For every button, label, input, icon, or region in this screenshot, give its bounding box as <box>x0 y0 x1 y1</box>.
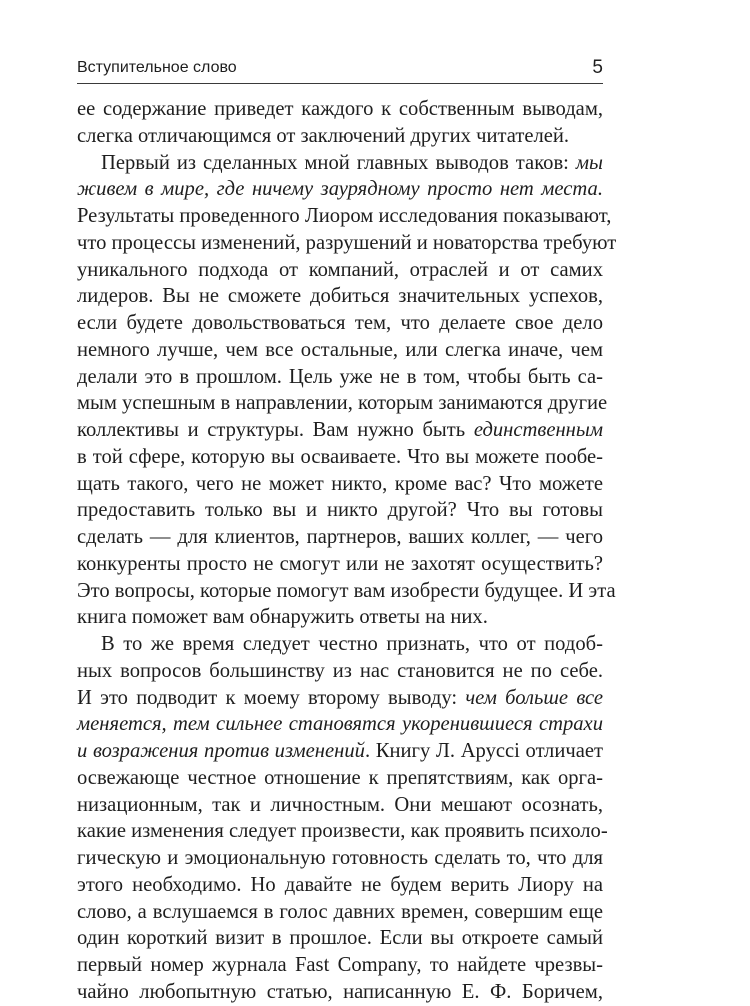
text-segment: что процессы изменений, разрушений и новаторства требуют <box>77 231 617 254</box>
text-line <box>77 96 603 123</box>
italic-text-segment: живем в мире, где ничему заурядному просто нет места. <box>77 178 603 201</box>
italic-text-segment: мы <box>575 151 603 174</box>
text-segment: слегка отличающимся от заключений других читателей. <box>77 124 570 147</box>
text-segment: первый номер журнала Fast Company, то найдете чрезвы- <box>77 954 603 976</box>
text-segment: гическую и эмоциональную готовность сделать то, что для <box>77 847 603 869</box>
text-segment: мым успешным в направлении, которым занимаются другие <box>77 392 608 415</box>
text-segment: книга поможет вам обнаружить ответы на них. <box>77 606 488 629</box>
text-line <box>77 230 617 257</box>
text-line <box>77 711 603 738</box>
text-segment: коллективы и структуры. Вам нужно быть <box>77 419 474 441</box>
text-line <box>77 685 603 712</box>
text-line <box>77 364 603 391</box>
text-segment: уникального подхода от компаний, отраслей и от самих <box>77 258 603 281</box>
text-line <box>77 979 603 1006</box>
text-line <box>77 417 603 444</box>
text-segment: чайно любопытную статью, написанную Е. Ф. Боричем, <box>77 980 603 1003</box>
text-line <box>77 337 603 364</box>
text-segment: И это подводит к моему второму выводу: <box>77 686 466 709</box>
text-segment: . Книгу Л. Аруссi отличает <box>364 740 603 762</box>
text-segment: предоставить только вы и никто другой? Что вы готовы <box>77 499 603 522</box>
italic-text-segment: единственным <box>473 419 603 441</box>
text-segment: ее содержание приведет каждого к собственным выводам, <box>77 98 603 120</box>
text-line <box>77 390 608 417</box>
text-line <box>77 551 603 578</box>
text-segment: сделать — для клиентов, партнеров, ваших коллег, — чего <box>77 526 603 548</box>
text-line <box>77 471 603 498</box>
text-line <box>77 818 608 845</box>
text-line <box>77 845 603 872</box>
text-segment: если будете довольствоваться тем, что делаете свое дело <box>77 312 603 334</box>
body-text <box>77 96 617 1006</box>
italic-text-segment: меняется, тем сильнее становятся укоренившиеся страхи <box>77 713 603 736</box>
text-segment: делали это в прошлом. Цель уже не в том, чтобы быть са- <box>77 365 603 388</box>
running-header <box>77 57 603 84</box>
italic-text-segment: и возражения против изменений <box>77 740 365 762</box>
text-segment: один короткий визит в прошлое. Если вы откроете самый <box>77 927 603 950</box>
text-line <box>77 203 612 230</box>
running-header-title: Вступительное слово <box>77 59 237 76</box>
text-line <box>77 123 603 150</box>
text-segment: какие изменения следует произвести, как проявить психоло- <box>77 820 608 843</box>
text-line <box>77 872 603 899</box>
text-segment: в той сфере, которую вы осваиваете. Что вы можете пообе- <box>77 445 603 468</box>
italic-text-segment: чем больше все <box>465 686 603 709</box>
text-segment: Результаты проведенного Лиором исследования показывают, <box>77 205 612 227</box>
text-segment: Это вопросы, которые помогут вам изобрести будущее. И эта <box>77 579 616 602</box>
page-number: 5 <box>592 57 603 78</box>
text-segment: этого необходимо. Но давайте не будем верить Лиору на <box>77 873 603 896</box>
text-line <box>77 444 603 471</box>
text-line <box>77 658 603 685</box>
text-line <box>77 899 603 926</box>
text-line <box>77 952 603 979</box>
text-line <box>77 604 603 631</box>
text-segment: низационным, так и личностным. Они мешают осознать, <box>77 793 603 816</box>
text-line <box>77 497 603 524</box>
text-line <box>77 524 603 551</box>
text-line <box>77 925 603 952</box>
text-segment: лидеров. Вы не сможете добиться значительных успехов, <box>77 285 603 308</box>
text-line <box>77 310 603 337</box>
text-segment: ных вопросов большинству из нас становится не по себе. <box>77 659 603 682</box>
text-line <box>77 765 603 792</box>
text-line <box>77 176 603 203</box>
text-segment: конкуренты просто не смогут или не захотят осуществить? <box>77 552 603 575</box>
text-line <box>77 578 616 605</box>
text-line <box>77 738 603 765</box>
text-segment: В то же время следует честно признать, что от подоб- <box>101 633 603 655</box>
text-segment: немного лучше, чем все остальные, или слегка иначе, чем <box>77 338 603 361</box>
text-line <box>77 283 603 310</box>
text-segment: Первый из сделанных мной главных выводов таков: <box>101 151 576 174</box>
text-line <box>77 631 603 658</box>
text-segment: слово, а вслушаемся в голос давних времен, совершим еще <box>77 900 603 923</box>
text-segment: щать такого, чего не может никто, кроме вас? Что можете <box>77 472 603 495</box>
text-segment: освежающе честное отношение к препятствиям, как орга- <box>77 766 603 789</box>
text-line <box>77 792 603 819</box>
text-line <box>77 150 603 177</box>
text-line <box>77 257 603 284</box>
